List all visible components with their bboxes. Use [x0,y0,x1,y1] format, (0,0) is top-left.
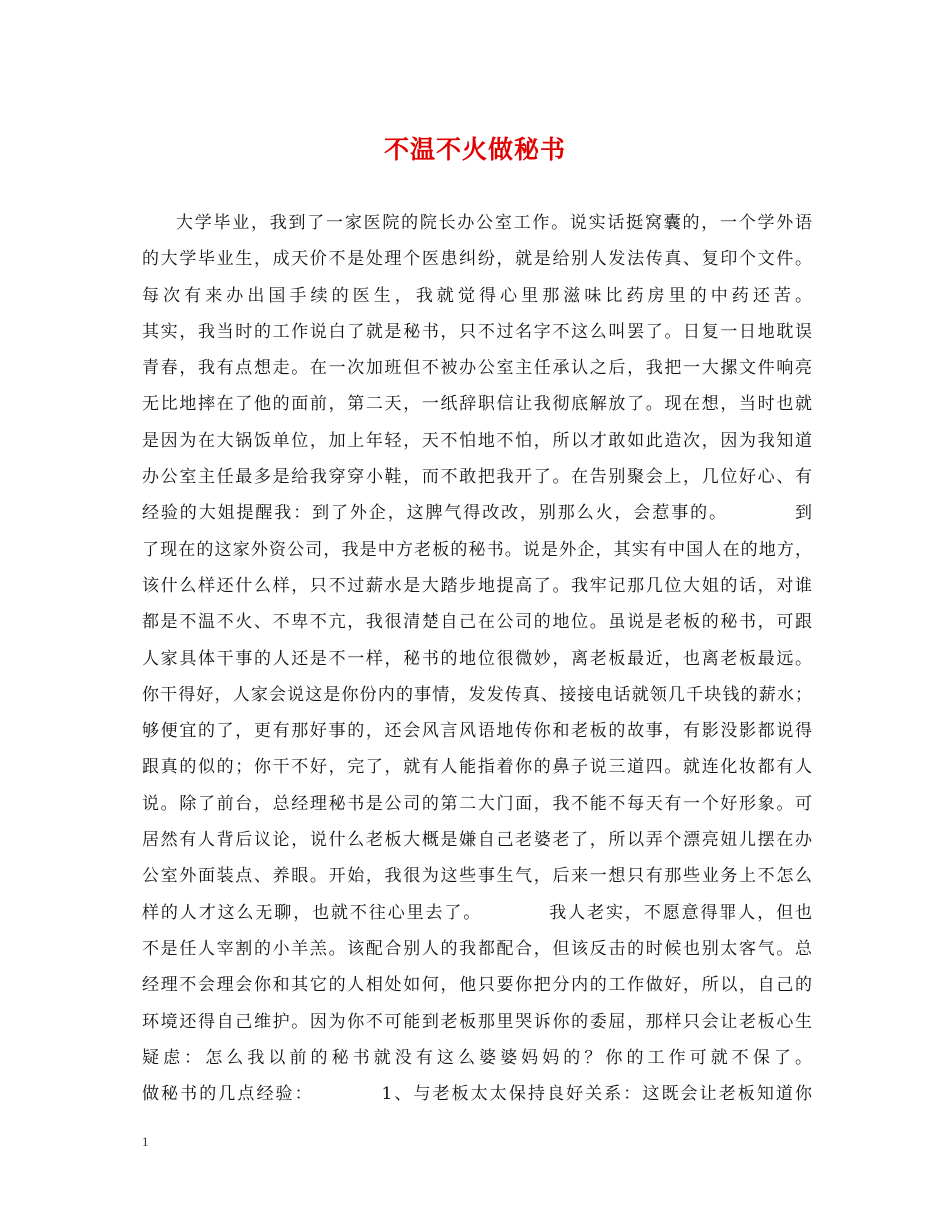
text-line: 你干得好，人家会说这是你份内的事情，发发传真、接接电话就领几千块钱的薪水； [142,684,812,705]
text-line: 说。除了前台，总经理秘书是公司的第二大门面，我不能不每天有一个好形象。可 [142,793,812,814]
text-line: 是因为在大锅饭单位，加上年轻，天不怕地不怕，所以才敢如此造次，因为我知道 [142,430,812,451]
text-line: 的大学毕业生，成天价不是处理个医患纠纷，就是给别人发法传真、复印个文件。 [142,249,812,270]
text-line: 其实，我当时的工作说白了就是秘书，只不过名字不这么叫罢了。日复一日地耽误 [142,321,812,342]
text-line: 公室外面装点、养眼。开始，我很为这些事生气，后来一想只有那些业务上不怎么 [142,866,812,887]
text-line: 居然有人背后议论，说什么老板大概是嫌自己老婆老了，所以弄个漂亮妞儿摆在办 [142,830,812,851]
text-line: 办公室主任最多是给我穿穿小鞋，而不敢把我开了。在告别聚会上，几位好心、有 [142,467,812,488]
text-line: 了现在的这家外资公司，我是中方老板的秘书。说是外企，其实有中国人在的地方， [142,539,812,560]
document-title: 不温不火做秘书 [383,135,566,164]
text-line: 疑虑：怎么我以前的秘书就没有这么婆婆妈妈的？你的工作可就不保了。 [142,1047,812,1068]
document-body [142,205,812,1112]
text-line: 够便宜的了，更有那好事的，还会风言风语地传你和老板的故事，有影没影都说得 [142,721,812,742]
text-line: 不是任人宰割的小羊羔。该配合别人的我都配合，但该反击的时候也别太客气。总 [142,938,812,959]
text-line: 环境还得自己维护。因为你不可能到老板那里哭诉你的委屈，那样只会让老板心生 [142,1011,812,1032]
text-line: 大学毕业，我到了一家医院的院长办公室工作。说实话挺窝囊的，一个学外语 [176,213,812,233]
text-line: 每次有来办出国手续的医生，我就觉得心里那滋味比药房里的中药还苦。 [142,285,812,306]
page-number: 1 [142,1134,149,1149]
text-line: 该什么样还什么样，只不过薪水是大踏步地提高了。我牢记那几位大姐的话，对谁 [142,575,812,596]
text-line: 人家具体干事的人还是不一样，秘书的地位很微妙，离老板最近，也离老板最远。 [142,648,812,669]
text-line: 无比地摔在了他的面前，第二天，一纸辞职信让我彻底解放了。现在想，当时也就 [142,394,812,415]
text-line: 样的人才这么无聊，也就不往心里去了。 我人老实，不愿意得罪人，但也 [142,902,812,923]
text-line: 经理不会理会你和其它的人相处如何，他只要你把分内的工作做好，所以，自己的 [142,975,812,996]
text-line: 都是不温不火、不卑不亢，我很清楚自己在公司的地位。虽说是老板的秘书，可跟 [142,612,812,633]
text-line: 经验的大姐提醒我：到了外企，这脾气得改改，别那么火，会惹事的。 到 [142,503,812,524]
text-line: 跟真的似的；你干不好，完了，就有人能指着你的鼻子说三道四。就连化妆都有人 [142,757,812,778]
text-line: 做秘书的几点经验： 1、与老板太太保持良好关系：这既会让老板知道你 [142,1084,812,1105]
text-line: 青春，我有点想走。在一次加班但不被办公室主任承认之后，我把一大摞文件响亮 [142,358,812,379]
